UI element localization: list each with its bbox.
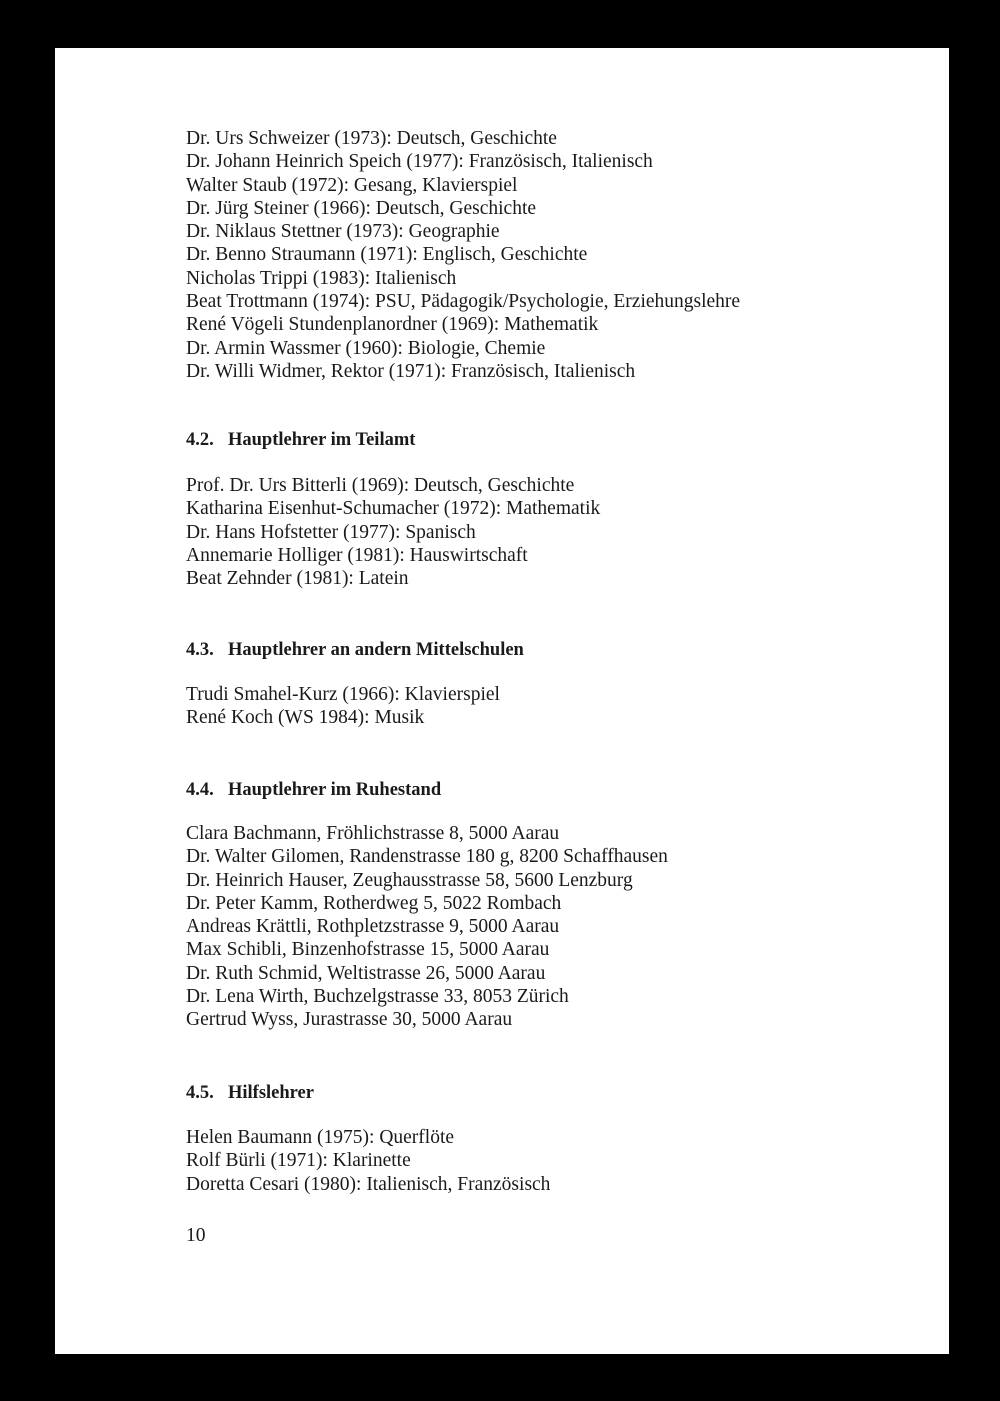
section-title: Hilfslehrer	[228, 1083, 314, 1103]
page-number: 10	[186, 1225, 206, 1246]
list-item: Dr. Heinrich Hauser, Zeughausstrasse 58, 5600 Lenzburg	[186, 869, 633, 891]
list-item: Dr. Walter Gilomen, Randenstrasse 180 g, 8200 Schaffhausen	[186, 846, 668, 868]
section-number: 4.2.	[186, 430, 214, 450]
list-item: Dr. Peter Kamm, Rotherdweg 5, 5022 Rombach	[186, 892, 562, 914]
list-item: Dr. Ruth Schmid, Weltistrasse 26, 5000 Aarau	[186, 962, 546, 984]
list-item: Dr. Willi Widmer, Rektor (1971): Französisch, Italienisch	[186, 360, 636, 382]
list-item: Nicholas Trippi (1983): Italienisch	[186, 267, 457, 289]
section-heading-4-2	[186, 429, 415, 451]
section-title: Hauptlehrer im Teilamt	[228, 430, 416, 450]
list-item: Dr. Hans Hofstetter (1977): Spanisch	[186, 521, 476, 543]
list-item: Dr. Armin Wassmer (1960): Biologie, Chemie	[186, 337, 546, 359]
list-item: Clara Bachmann, Fröhlichstrasse 8, 5000 Aarau	[186, 823, 560, 844]
section-title: Hauptlehrer an andern Mittelschulen	[228, 640, 524, 660]
list-item: Rolf Bürli (1971): Klarinette	[186, 1150, 411, 1172]
list-item: Katharina Eisenhut-Schumacher (1972): Mathematik	[186, 498, 601, 520]
list-item: Dr. Jürg Steiner (1966): Deutsch, Geschichte	[186, 197, 537, 219]
list-item: Helen Baumann (1975): Querflöte	[186, 1127, 455, 1148]
section-list-4-3	[186, 683, 926, 730]
list-item: Andreas Krättli, Rothpletzstrasse 9, 5000 Aarau	[186, 916, 560, 938]
section-number: 4.3.	[186, 640, 214, 660]
list-item: Dr. Lena Wirth, Buchzelgstrasse 33, 8053 Zürich	[186, 986, 569, 1008]
section-list-4-2	[186, 474, 926, 590]
list-item: Trudi Smahel-Kurz (1966): Klavierspiel	[186, 684, 500, 705]
section-heading-4-3	[186, 639, 524, 661]
list-item: Beat Trottmann (1974): PSU, Pädagogik/Psychologie, Erziehungslehre	[186, 291, 741, 313]
list-item: Dr. Johann Heinrich Speich (1977): Französisch, Italienisch	[186, 151, 653, 173]
list-item: Walter Staub (1972): Gesang, Klavierspiel	[186, 174, 518, 196]
list-item: René Koch (WS 1984): Musik	[186, 707, 425, 729]
teacher-list-continued	[186, 127, 926, 383]
list-item: Annemarie Holliger (1981): Hauswirtschaft	[186, 544, 528, 566]
section-number: 4.5.	[186, 1083, 214, 1103]
document-page	[55, 48, 949, 1354]
list-item: Prof. Dr. Urs Bitterli (1969): Deutsch, Geschichte	[186, 475, 575, 496]
section-title: Hauptlehrer im Ruhestand	[228, 780, 442, 800]
list-item: Dr. Urs Schweizer (1973): Deutsch, Geschichte	[186, 128, 557, 149]
section-number: 4.4.	[186, 780, 214, 800]
section-heading-4-5	[186, 1082, 314, 1104]
list-item: Beat Zehnder (1981): Latein	[186, 568, 409, 590]
section-list-4-4	[186, 822, 926, 1032]
section-list-4-5	[186, 1126, 926, 1196]
list-item: Max Schibli, Binzenhofstrasse 15, 5000 Aarau	[186, 939, 550, 961]
list-item: René Vögeli Stundenplanordner (1969): Mathematik	[186, 314, 599, 336]
list-item: Dr. Niklaus Stettner (1973): Geographie	[186, 221, 500, 243]
list-item: Gertrud Wyss, Jurastrasse 30, 5000 Aarau	[186, 1009, 513, 1031]
list-item: Dr. Benno Straumann (1971): Englisch, Geschichte	[186, 244, 588, 266]
section-heading-4-4	[186, 779, 441, 801]
list-item: Doretta Cesari (1980): Italienisch, Französisch	[186, 1173, 551, 1195]
